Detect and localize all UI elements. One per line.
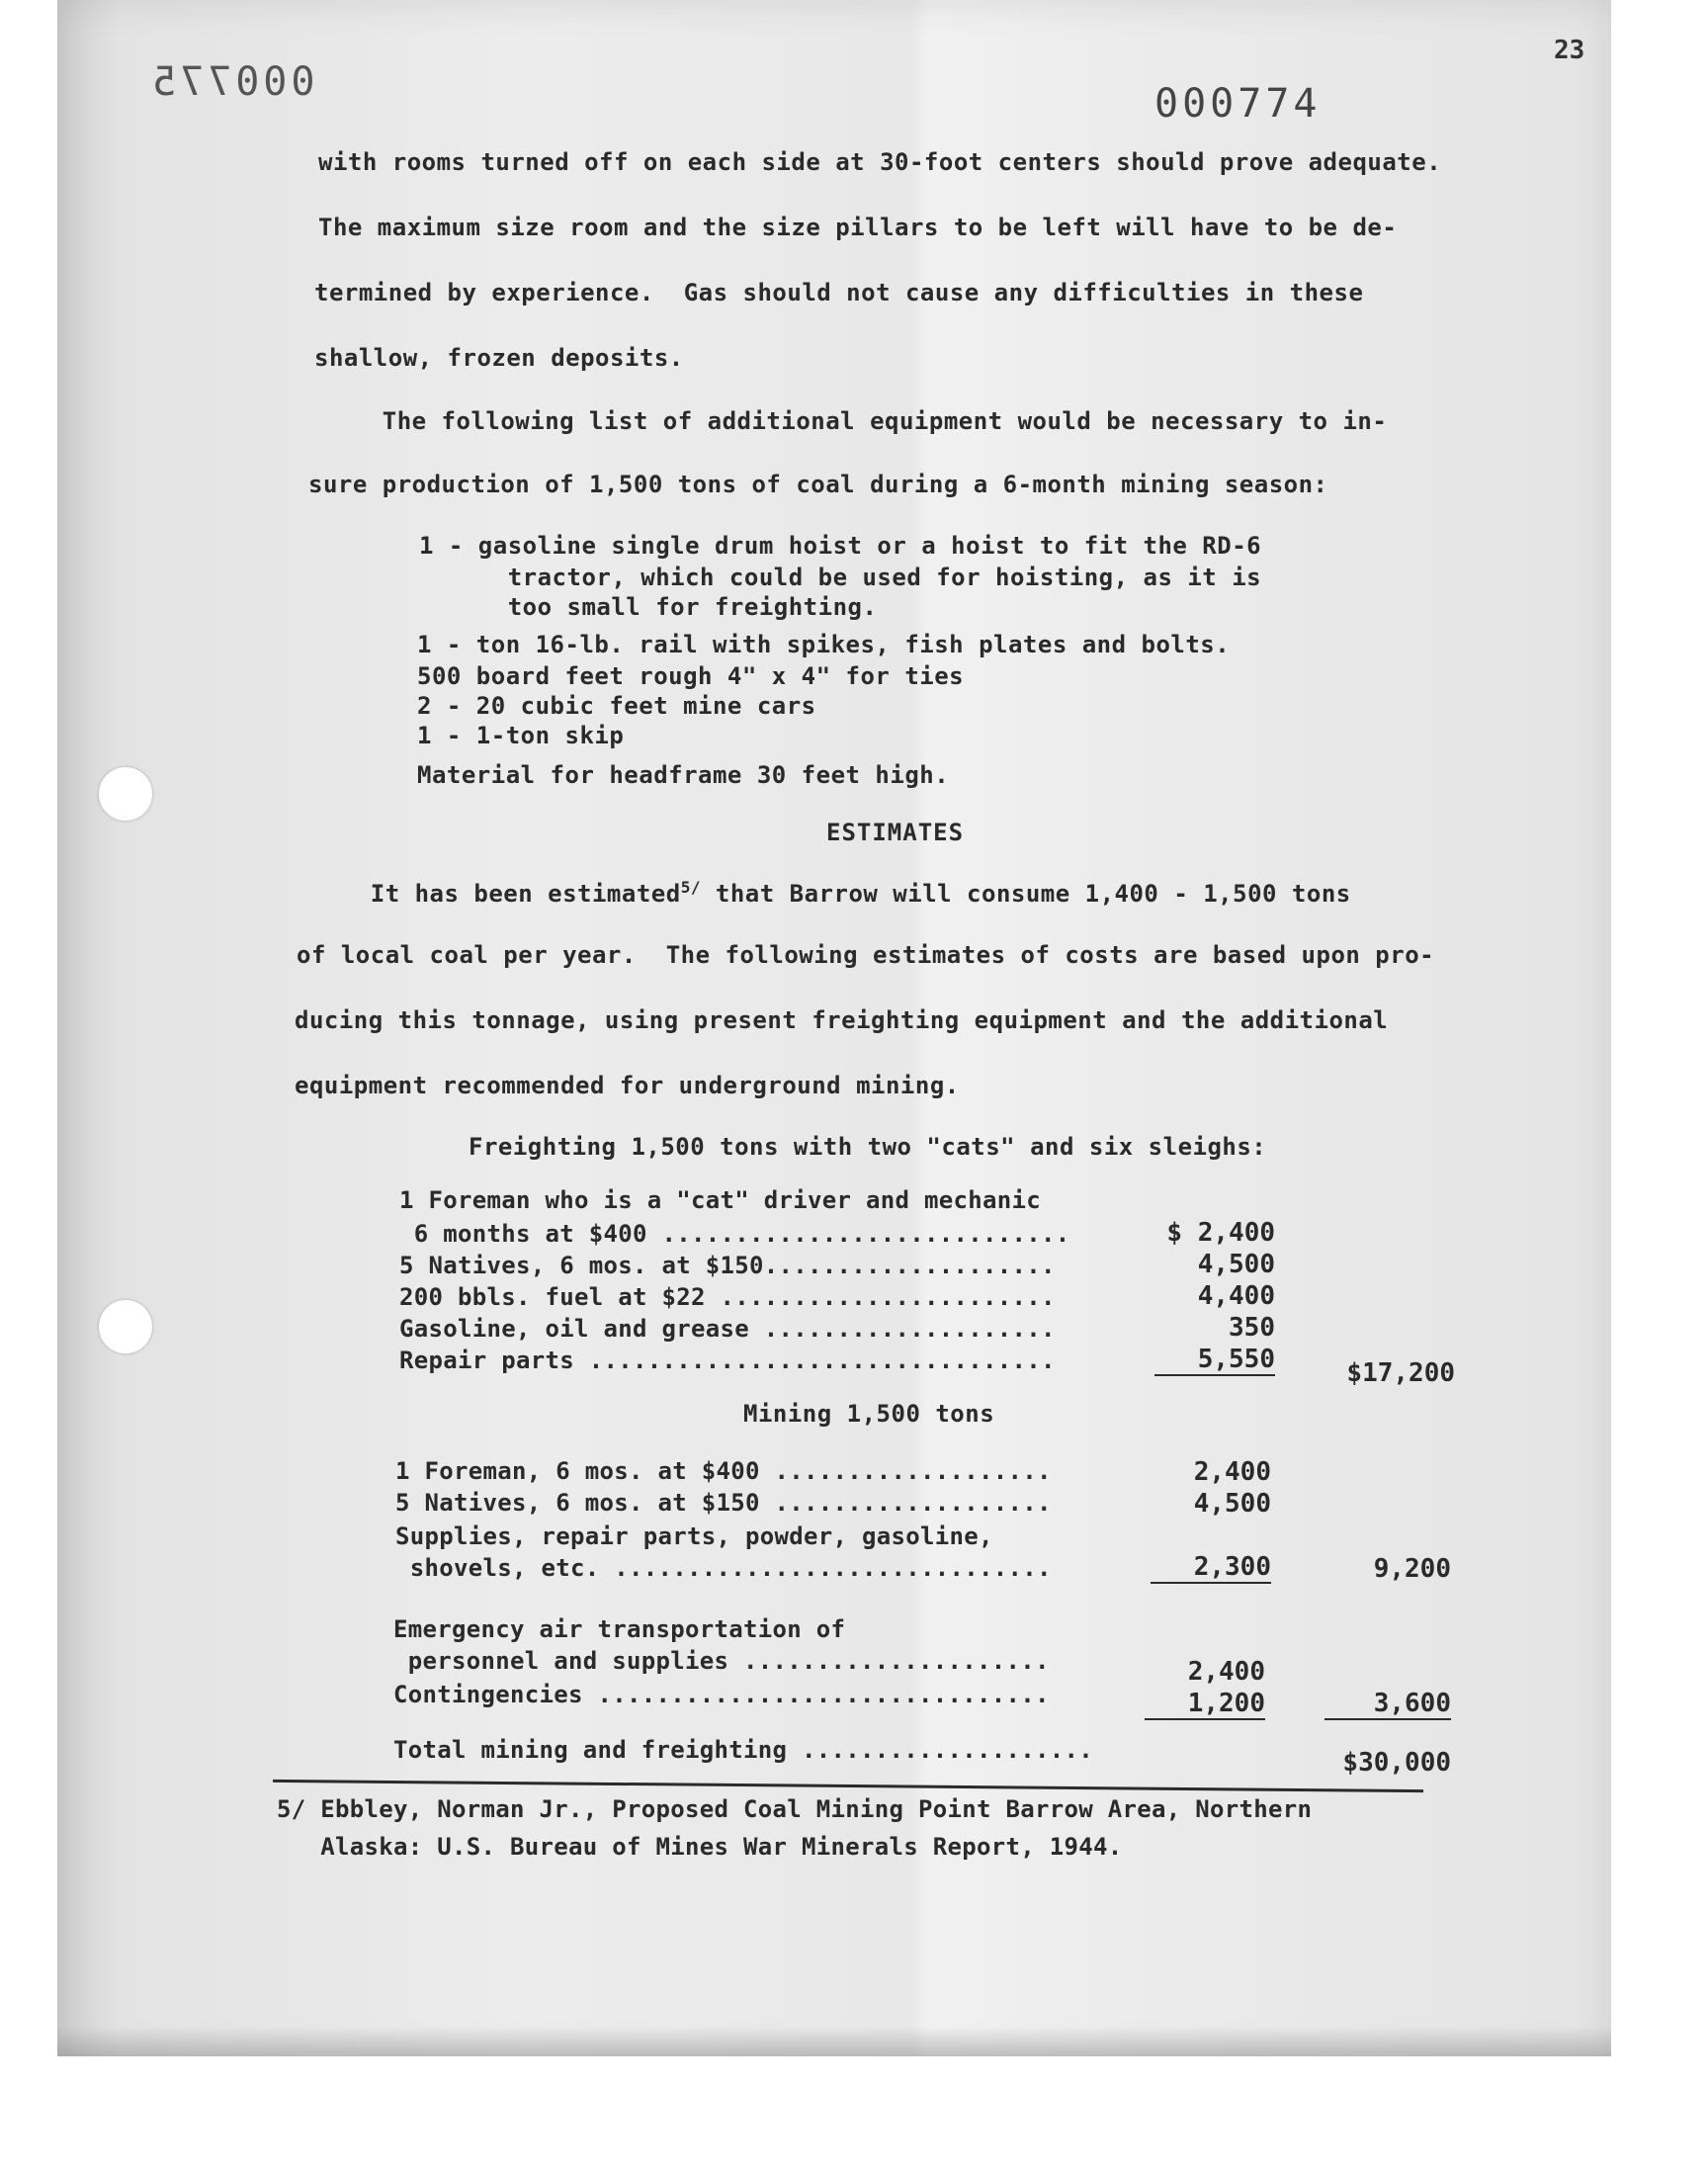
table-heading: Mining 1,500 tons	[743, 1400, 995, 1428]
cost-amount: 4,500	[1197, 1250, 1275, 1279]
cost-amount: $ 2,400	[1166, 1218, 1275, 1248]
mirrored-stamp-number: 000775	[148, 59, 315, 105]
paragraph-line: The maximum size room and the size pillars to be left will have to be de-	[318, 214, 1398, 241]
paragraph-line: shallow, frozen deposits.	[314, 344, 684, 372]
grand-total-label: Total mining and freighting ....................	[393, 1736, 1093, 1764]
footnote-text: Ebbley, Norman Jr., Proposed Coal Mining Point Barrow Area, Northern	[305, 1795, 1313, 1823]
paragraph-line: sure production of 1,500 tons of coal during a 6-month mining season:	[308, 471, 1328, 498]
paragraph-line: with rooms turned off on each side at 30-foot centers should prove adequate.	[318, 148, 1442, 176]
cost-row-label: 5 Natives, 6 mos. at $150 ...................	[395, 1489, 1052, 1517]
text-run: that Barrow will consume 1,400 - 1,500 tons	[700, 880, 1351, 908]
cost-row-label: Supplies, repair parts, powder, gasoline,	[395, 1522, 993, 1550]
cost-row-label: 5 Natives, 6 mos. at $150....................	[399, 1252, 1056, 1279]
paragraph-line: termined by experience. Gas should not cause any difficulties in these	[314, 279, 1364, 306]
cost-amount: 2,400	[1187, 1657, 1265, 1687]
section-heading: ESTIMATES	[826, 819, 965, 846]
grand-total-amount: $30,000	[1342, 1748, 1451, 1778]
paragraph-line: ducing this tonnage, using present freighting equipment and the additional	[295, 1006, 1389, 1034]
footnote-line: Alaska: U.S. Bureau of Mines War Minerals Report, 1944.	[277, 1833, 1123, 1861]
stamp-number: 000774	[1154, 81, 1322, 127]
text-run: It has been estimated	[297, 880, 681, 908]
table-heading: Freighting 1,500 tons with two "cats" and six sleighs:	[469, 1133, 1267, 1161]
cost-subtotal: 9,200	[1373, 1554, 1451, 1584]
cost-row-label: 1 Foreman who is a "cat" driver and mechanic	[399, 1186, 1041, 1214]
page-number: 23	[1554, 36, 1585, 65]
footnote-mark: 5/	[277, 1795, 306, 1823]
cost-row-label: 200 bbls. fuel at $22 .......................	[399, 1283, 1056, 1311]
equipment-item: 1 - ton 16-lb. rail with spikes, fish plates and bolts.	[417, 631, 1231, 658]
footnote-line	[277, 1795, 1312, 1823]
cost-row-label: 1 Foreman, 6 mos. at $400 ...................	[395, 1457, 1052, 1485]
equipment-item: Material for headframe 30 feet high.	[417, 761, 950, 789]
equipment-item: 1 - gasoline single drum hoist or a hoist to fit the RD-6	[419, 532, 1262, 560]
paragraph-line: The following list of additional equipment would be necessary to in-	[308, 407, 1388, 435]
cost-row-label: Gasoline, oil and grease ....................	[399, 1315, 1056, 1343]
cost-row-label: Repair parts ................................	[399, 1347, 1056, 1374]
cost-amount: 4,400	[1197, 1281, 1275, 1311]
cost-row-label: personnel and supplies .....................	[393, 1647, 1050, 1675]
footnote-rule	[273, 1780, 1423, 1792]
footnote-reference: 5/	[680, 878, 701, 897]
equipment-item: 2 - 20 cubic feet mine cars	[417, 692, 816, 720]
paragraph-line	[297, 878, 1351, 908]
equipment-item: too small for freighting.	[419, 593, 878, 621]
cost-row-label: Emergency air transportation of	[393, 1615, 846, 1643]
paragraph-line: of local coal per year. The following estimates of costs are based upon pro-	[297, 941, 1435, 969]
equipment-item: 500 board feet rough 4" x 4" for ties	[417, 662, 965, 690]
paragraph-line: equipment recommended for underground mining.	[295, 1072, 960, 1099]
equipment-item: 1 - 1-ton skip	[417, 722, 625, 749]
cost-row-label: Contingencies ...............................	[393, 1681, 1050, 1708]
cost-amount: 2,400	[1193, 1457, 1271, 1487]
cost-subtotal: 3,600	[1324, 1689, 1451, 1720]
cost-amount: 350	[1229, 1313, 1275, 1343]
equipment-item: tractor, which could be used for hoisting, as it is	[419, 564, 1262, 591]
cost-row-label: shovels, etc. ..............................	[395, 1554, 1052, 1582]
cost-amount: 1,200	[1145, 1689, 1265, 1720]
cost-amount: 5,550	[1154, 1345, 1275, 1376]
cost-row-label: 6 months at $400 ............................	[399, 1220, 1070, 1248]
cost-subtotal: $17,200	[1346, 1358, 1455, 1388]
cost-amount: 4,500	[1193, 1489, 1271, 1519]
cost-amount: 2,300	[1151, 1552, 1271, 1584]
